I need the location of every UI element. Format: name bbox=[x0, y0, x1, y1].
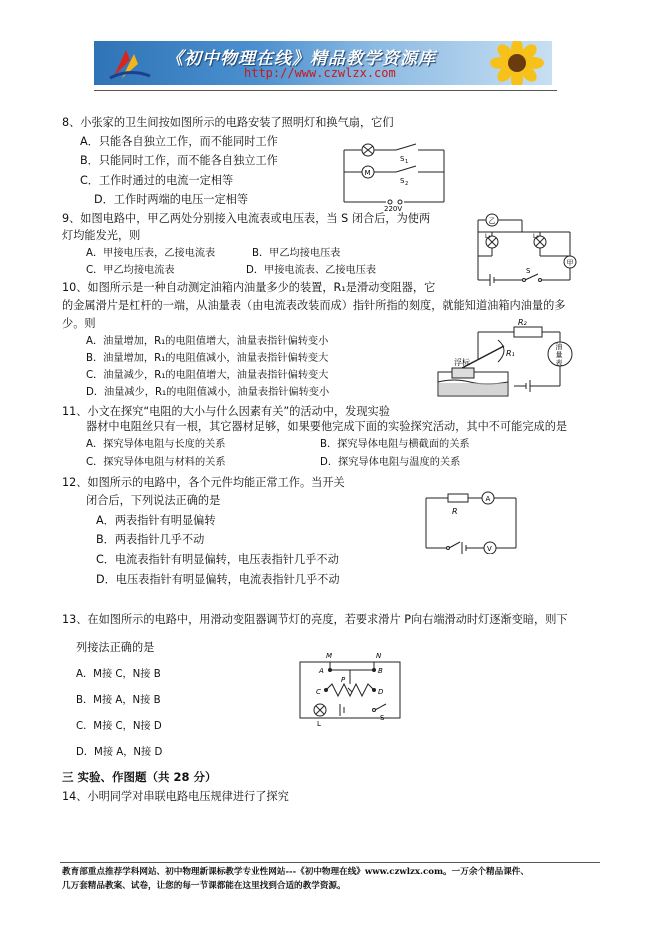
q10-option-d[interactable]: D．油量减少，R₁的电阻值减小，油量表指针偏转变小 bbox=[86, 387, 330, 398]
q9-fig-l1: L₁ bbox=[485, 233, 491, 240]
q13-fig-m: M bbox=[326, 652, 333, 660]
q10-fig-meter-1: 油 bbox=[555, 343, 563, 351]
float-icon bbox=[452, 368, 474, 378]
footer-line-1: 教育部重点推荐学科网站、初中物理新课标教学专业性网站---《初中物理在线》www.czwlzx.com。一万余个精品课件、 bbox=[62, 867, 529, 877]
q8-fig-s1: S bbox=[400, 155, 405, 163]
q12-fig-v: V bbox=[487, 545, 492, 553]
q13-fig-s: S bbox=[380, 714, 385, 722]
q8-fig-m: M bbox=[364, 169, 371, 177]
q11-option-b[interactable]: B．探究导体电阻与横截面的关系 bbox=[320, 439, 470, 450]
q9-option-c[interactable]: C．甲乙均接电流表 bbox=[86, 265, 175, 276]
banner-title: 《初中物理在线》精品教学资源库 bbox=[166, 49, 436, 69]
q10-fig-meter-2: 量 bbox=[555, 351, 563, 359]
q8-fig-voltage: 220V bbox=[384, 205, 403, 212]
q8-fig-s2: S bbox=[400, 177, 405, 185]
q10-fig-float: 浮标 bbox=[454, 358, 470, 367]
q11-stem-2: 器材中电阻丝只有一根，其它器材足够，如果要他完成下面的实验探究活动，其中不可能完成的是 bbox=[86, 420, 568, 433]
q13-fig-b: B bbox=[378, 667, 383, 675]
q13-option-a[interactable]: A．M接 C，N接 B bbox=[76, 669, 161, 680]
q11-option-d[interactable]: D．探究导体电阻与温度的关系 bbox=[320, 457, 461, 468]
q9-fig-l2: L₂ bbox=[533, 233, 539, 240]
q10-option-c[interactable]: C．油量减少，R₁的电阻值增大，油量表指针偏转变大 bbox=[86, 370, 329, 381]
resistor-r1-icon bbox=[498, 340, 504, 362]
q12-stem-2: 闭合后，下列说法正确的是 bbox=[86, 494, 221, 507]
q13-fig-c: C bbox=[316, 688, 321, 696]
q13-stem-2: 列接法正确的是 bbox=[76, 641, 155, 654]
q9-fig-s: S bbox=[526, 267, 531, 275]
section-3-title: 三 实验、作图题（共 28 分） bbox=[62, 770, 217, 784]
q13-option-b[interactable]: B．M接 A，N接 B bbox=[76, 695, 161, 706]
q10-option-b[interactable]: B．油量增加，R₁的电阻值减小，油量表指针偏转变大 bbox=[86, 353, 329, 364]
q12-circuit-diagram bbox=[420, 488, 522, 554]
q12-fig-a: A bbox=[485, 495, 491, 503]
q9-option-a[interactable]: A．甲接电压表，乙接电流表 bbox=[86, 248, 216, 259]
q8-stem: 8、小张家的卫生间按如图所示的电路安装了照明灯和换气扇，它们 bbox=[62, 116, 394, 129]
q13-option-d[interactable]: D．M接 A，N接 D bbox=[76, 747, 163, 758]
q9-stem-2: 灯均能发光，则 bbox=[62, 229, 141, 242]
header-banner bbox=[94, 41, 552, 85]
q14-stem: 14、小明同学对串联电路电压规律进行了探究 bbox=[62, 790, 289, 803]
q8-circuit-diagram bbox=[338, 140, 450, 212]
q12-option-d[interactable]: D．电压表指针有明显偏转，电流表指针几乎不动 bbox=[96, 573, 340, 586]
q8-option-b[interactable]: B．只能同时工作，而不能各自独立工作 bbox=[80, 154, 278, 167]
q10-stem-3: 少。则 bbox=[62, 317, 96, 330]
q10-oil-gauge-diagram bbox=[434, 316, 580, 400]
q8-option-d[interactable]: D．工作时两端的电压一定相等 bbox=[94, 193, 249, 206]
q13-fig-n: N bbox=[376, 652, 382, 660]
q12-option-a[interactable]: A．两表指针有明显偏转 bbox=[96, 514, 216, 527]
footer-divider bbox=[60, 862, 600, 863]
q9-circuit-diagram bbox=[470, 212, 578, 290]
q13-fig-p: P bbox=[341, 676, 346, 684]
q9-fig-right: 甲 bbox=[566, 259, 574, 267]
site-logo-icon bbox=[108, 44, 152, 82]
banner-url[interactable]: http://www.czwlzx.com bbox=[244, 66, 396, 80]
q12-option-c[interactable]: C．电流表指针有明显偏转，电压表指针几乎不动 bbox=[96, 553, 339, 566]
resistor-r2-icon bbox=[514, 327, 542, 337]
q11-option-c[interactable]: C．探究导体电阻与材料的关系 bbox=[86, 457, 226, 468]
q13-stem-1: 13、在如图所示的电路中，用滑动变阻器调节灯的亮度，若要求滑片 P向右端滑动时灯逐渐变暗，则下 bbox=[62, 613, 568, 626]
q11-stem-1: 11、小文在探究“电阻的大小与什么因素有关”的活动中，发现实验 bbox=[62, 405, 390, 418]
q10-stem-1: 10、如图所示是一种自动测定油箱内油量多少的装置，R₁是滑动变阻器，它 bbox=[62, 281, 436, 294]
q13-fig-l: L bbox=[317, 720, 321, 728]
q10-option-a[interactable]: A．油量增加，R₁的电阻值增大，油量表指针偏转变小 bbox=[86, 336, 329, 347]
q8-option-a[interactable]: A．只能各自独立工作，而不能同时工作 bbox=[80, 135, 278, 148]
q13-fig-a: A bbox=[319, 667, 324, 675]
q9-stem-1: 9、如图电路中，甲乙两处分别接入电流表或电压表，当 S 闭合后，为使两 bbox=[62, 212, 431, 225]
q9-fig-top: 乙 bbox=[488, 217, 496, 225]
q12-fig-r: R bbox=[452, 507, 458, 516]
q9-option-d[interactable]: D．甲接电流表、乙接电压表 bbox=[246, 265, 377, 276]
q8-fig-s2-sub: 2 bbox=[405, 181, 409, 187]
q8-option-c[interactable]: C．工作时通过的电流一定相等 bbox=[80, 174, 234, 187]
q10-fig-meter-3: 表 bbox=[555, 359, 563, 367]
footer-line-2: 几万套精品教案、试卷，让您的每一节课都能在这里找到合适的教学资源。 bbox=[62, 881, 346, 891]
q13-fig-d: D bbox=[378, 688, 384, 696]
resistor-icon bbox=[448, 494, 468, 502]
q9-option-b[interactable]: B．甲乙均接电压表 bbox=[252, 248, 341, 259]
q10-fig-r1: R₁ bbox=[506, 349, 515, 358]
q11-option-a[interactable]: A．探究导体电阻与长度的关系 bbox=[86, 439, 226, 450]
header-divider bbox=[94, 90, 557, 91]
q13-circuit-diagram bbox=[294, 648, 406, 730]
q12-stem-1: 12、如图所示的电路中，各个元件均能正常工作。当开关 bbox=[62, 476, 345, 489]
q8-fig-s1-sub: 1 bbox=[405, 159, 409, 165]
q10-fig-r2: R₂ bbox=[518, 318, 527, 327]
q10-stem-2: 的金属滑片是杠杆的一端，从油量表（由电流表改装而成）指针所指的刻度，就能知道油箱内油量的多 bbox=[62, 299, 566, 312]
sunflower-icon bbox=[482, 41, 552, 85]
q12-option-b[interactable]: B．两表指针几乎不动 bbox=[96, 533, 205, 546]
q13-option-c[interactable]: C．M接 C，N接 D bbox=[76, 721, 162, 732]
